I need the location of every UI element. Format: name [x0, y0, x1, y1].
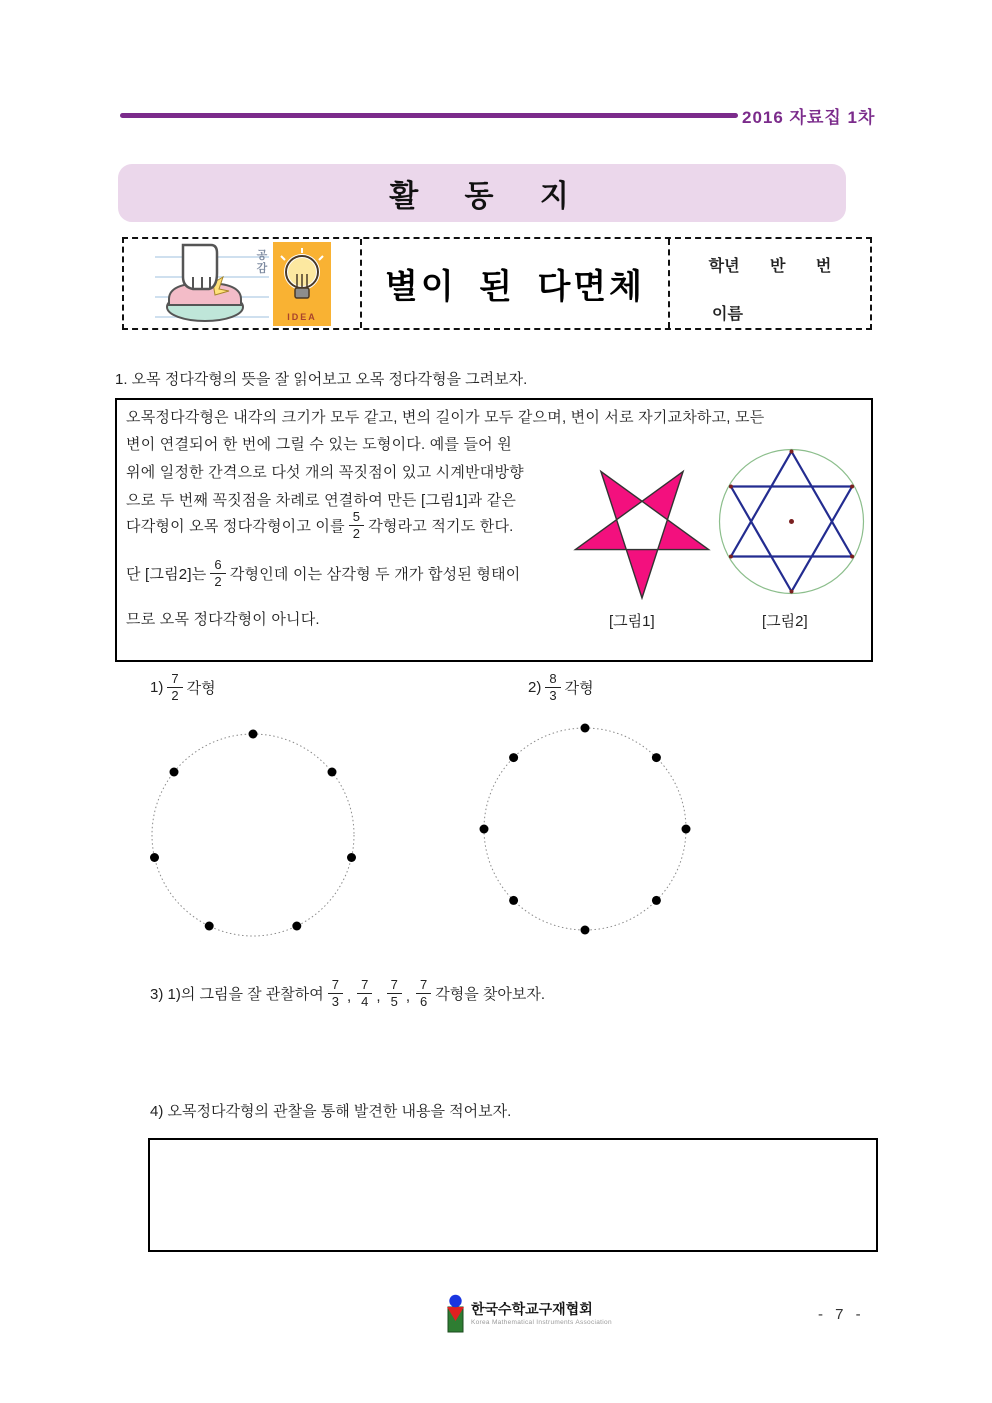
fraction-denominator: 6: [419, 993, 428, 1009]
fraction-denominator: 5: [390, 993, 398, 1009]
definition-line-6a: 단 [그림2]는: [126, 565, 207, 583]
definition-line-7: 므로 오목 정다각형이 아니다.: [126, 611, 320, 628]
definition-box: [115, 398, 873, 662]
page-number: - 7 -: [818, 1306, 865, 1323]
question-3-prefix: 3) 1)의 그림을 잘 관찰하여: [150, 985, 324, 1003]
fraction-7-6: [416, 978, 431, 1008]
association-logo-mark: [443, 1294, 467, 1334]
idea-label: IDEA: [287, 311, 317, 322]
worksheet-title-strip: [122, 237, 872, 330]
question-1: 1. 오목 정다각형의 뜻을 잘 읽어보고 오목 정다각형을 그려보자.: [115, 371, 528, 388]
definition-line-2: 변이 연결되어 한 번에 그릴 수 있는 도형이다. 예를 들어 원: [126, 436, 512, 453]
worksheet-title: 별이 된 다면체: [385, 268, 645, 306]
empathy-hand-icon: [153, 243, 271, 325]
fraction-8-3: [545, 672, 560, 702]
association-name-english: Korea Mathematical Instruments Association: [471, 1319, 612, 1327]
title-icons-cell: [124, 239, 362, 328]
definition-line-4: 으로 두 번째 꼭짓점을 차례로 연결하여 만든 [그림1]과 같은: [126, 492, 517, 509]
association-name: 한국수학교구재협회: [471, 1301, 593, 1317]
title-cell: [362, 239, 670, 328]
fraction-denominator: 4: [361, 993, 369, 1009]
fraction-numerator: 7: [328, 978, 343, 994]
edition-label: 2016 자료집 1차: [742, 108, 876, 127]
fraction-numerator: 7: [416, 978, 431, 994]
fraction-7-4: [357, 978, 372, 1008]
empathy-label: 공감: [255, 248, 267, 275]
subquestion-2: [528, 672, 594, 702]
fraction-7-3: [328, 978, 343, 1008]
grade-class-number-labels: 학년 반 번: [708, 258, 832, 275]
question-3: [150, 978, 545, 1008]
definition-line-1: 오목정다각형은 내각의 크기가 모두 같고, 변의 길이가 모두 같으며, 변이 서로 자기교차하고, 모든: [126, 409, 765, 426]
hexagram-figure: [714, 444, 869, 599]
fraction-6-2: [210, 558, 225, 588]
fraction-numerator: 7: [387, 978, 402, 994]
definition-line-6b: 각형인데 이는 삼각형 두 개가 합성된 형태이: [229, 565, 521, 583]
fraction-denominator: 2: [352, 525, 361, 541]
association-logo: [443, 1294, 612, 1334]
fraction-numerator: 7: [167, 672, 182, 688]
fraction-denominator: 3: [331, 993, 339, 1009]
association-text: [471, 1294, 612, 1326]
definition-line-6: [126, 558, 520, 588]
definition-line-3: 위에 일정한 간격으로 다섯 개의 꼭짓점이 있고 시계반대방향: [126, 464, 524, 481]
header-rule: [120, 113, 738, 118]
student-info-cell: [670, 239, 870, 328]
idea-lightbulb-icon: [273, 242, 331, 326]
activity-sheet-banner: [118, 164, 846, 222]
banner-title: 활 동 지: [389, 180, 575, 213]
definition-line-5a: 다각형이 오목 정다각형이고 이를: [126, 517, 345, 535]
pentagram-figure: [567, 450, 717, 600]
question-3-suffix: 각형을 찾아보자.: [435, 985, 545, 1003]
subquestion-1: [150, 672, 216, 702]
name-label: 이름: [712, 306, 743, 323]
subquestion-2-number: 2): [528, 678, 542, 696]
comma: ,: [376, 987, 381, 1005]
fraction-denominator: 2: [214, 573, 222, 589]
fraction-7-2: [167, 672, 182, 702]
fraction-numerator: 7: [357, 978, 372, 994]
eight-point-circle-diagram: [472, 716, 698, 942]
fraction-7-5: [387, 978, 402, 1008]
fraction-numerator: 5: [349, 510, 364, 526]
fraction-denominator: 2: [171, 687, 179, 703]
seven-point-circle-diagram: [140, 722, 366, 948]
fraction-numerator: 6: [210, 558, 225, 574]
figure-2-label: [그림2]: [762, 613, 808, 630]
figure-1-label: [그림1]: [609, 613, 655, 630]
comma: ,: [347, 987, 352, 1005]
subquestion-1-number: 1): [150, 678, 164, 696]
fraction-numerator: 8: [545, 672, 560, 688]
subquestion-1-suffix: 각형: [186, 679, 216, 697]
answer-box[interactable]: [148, 1138, 878, 1252]
definition-line-5: [126, 510, 514, 540]
fraction-denominator: 3: [549, 687, 557, 703]
definition-line-5b: 각형라고 적기도 한다.: [368, 517, 514, 535]
question-4: 4) 오목정다각형의 관찰을 통해 발견한 내용을 적어보자.: [150, 1103, 512, 1120]
idea-lightbulb-graphic: [273, 242, 331, 312]
subquestion-2-suffix: 각형: [564, 679, 594, 697]
fraction-5-2: [349, 510, 364, 540]
comma: ,: [405, 987, 410, 1005]
